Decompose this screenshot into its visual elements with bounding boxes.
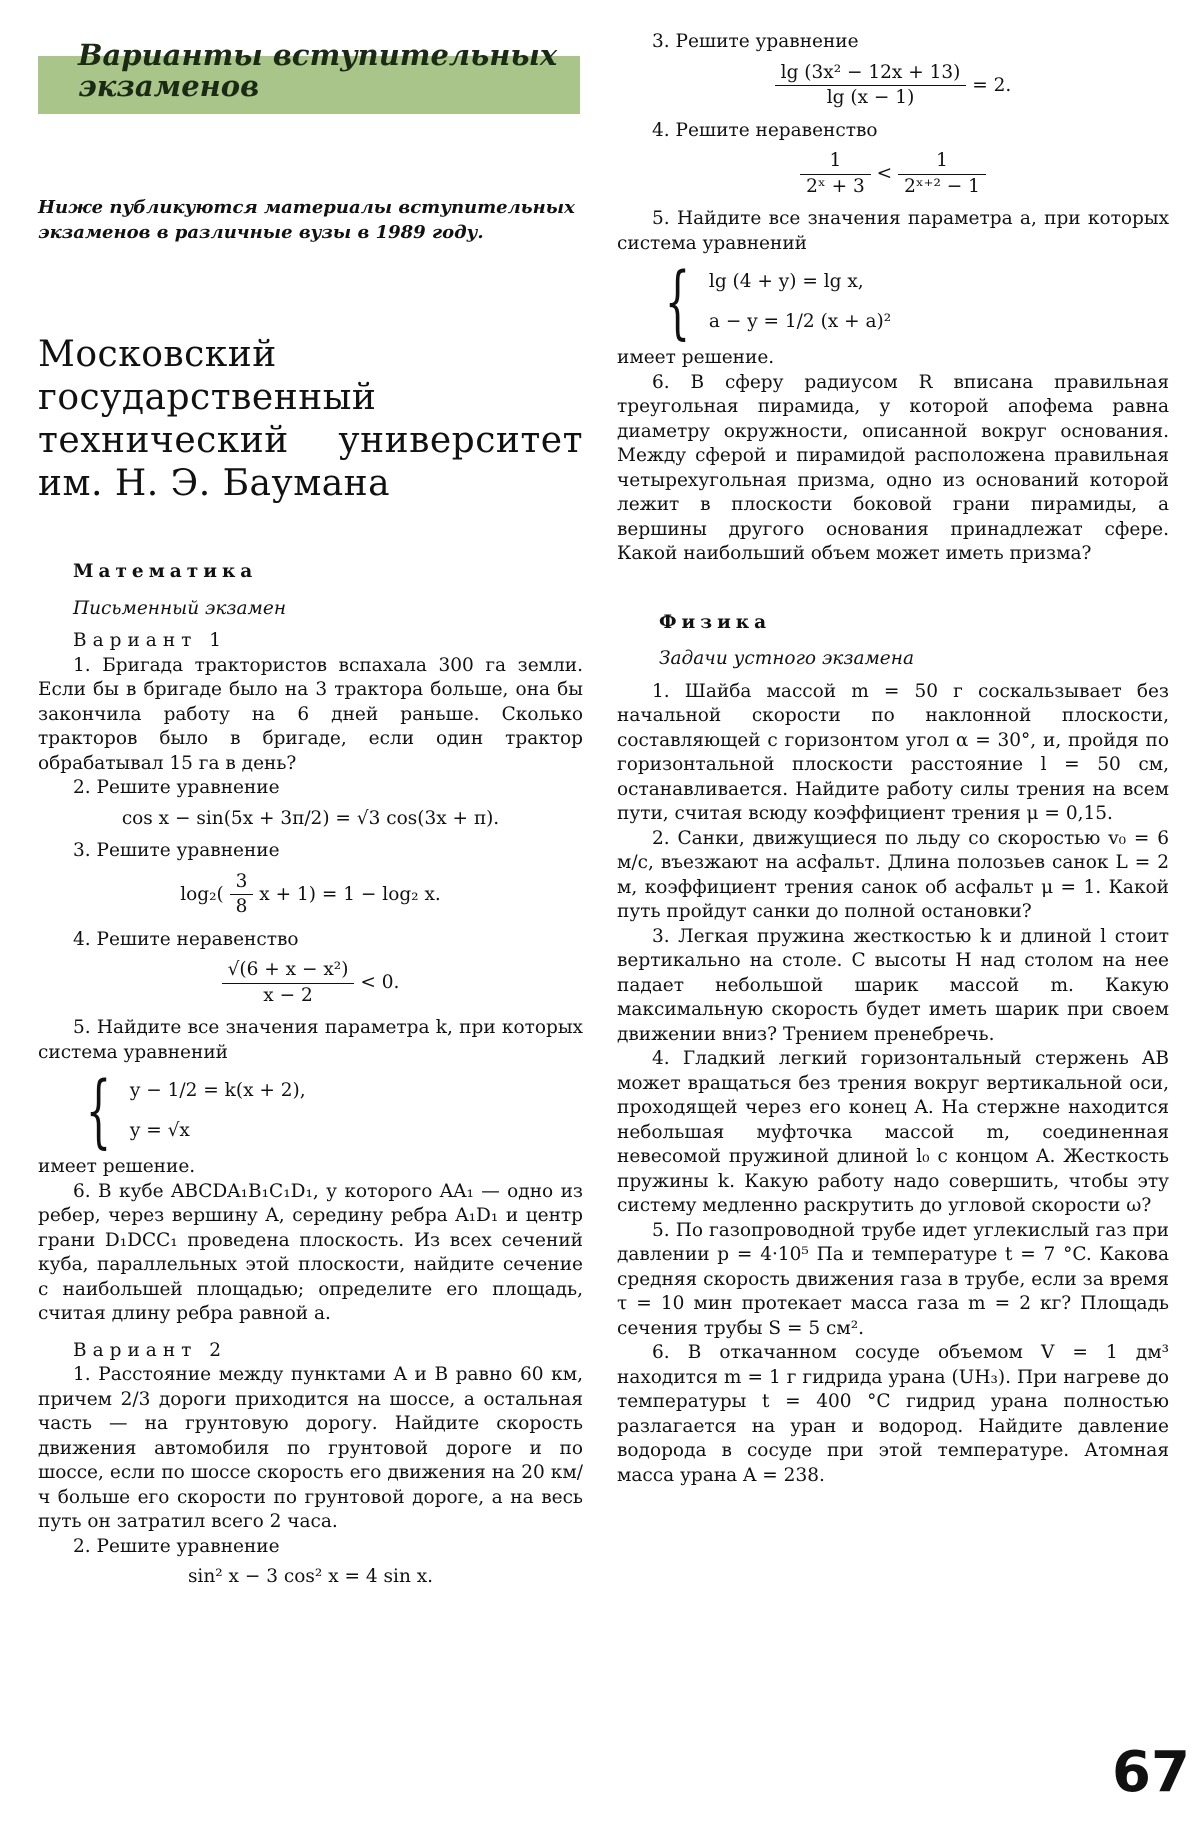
- problem: 3. Решите уравнение: [73, 840, 280, 861]
- numerator: 3: [230, 870, 254, 896]
- system-line: y − 1/2 = k(x + 2),: [129, 1080, 306, 1101]
- denominator: 2ˣ + 3: [806, 175, 865, 197]
- variant-title: Вариант 2: [73, 1339, 228, 1361]
- numerator: √(6 + x − x²): [222, 958, 355, 984]
- equation-system: [652, 255, 1169, 348]
- problem: 1. Шайба массой m = 50 г соскальзывает без начальной скорости по наклонной плоскости, составляющей с горизонтом угол α = 30°, и, пройдя по горизонтальной плоскости расстояние l = 50 см, останавливается. Найдите работу силы трения на всем пути, считая всюду коэффициент трения μ = 0,15.: [617, 680, 1169, 824]
- intro-text: Ниже публикуются материалы вступительных экзаменов в различные вузы в 1989 году.: [38, 197, 575, 243]
- problem: 3. Решите уравнение: [652, 31, 859, 52]
- problem: 2. Санки, движущиеся по льду со скоростью v₀ = 6 м/с, въезжают на асфальт. Длина полозьев санок L = 2 м, коэффициент трения санок об асфальт μ = 1. Какой путь пройдут санки до полной остановки?: [617, 827, 1169, 922]
- equation-part: = 2.: [972, 74, 1012, 96]
- problem: 6. В кубе ABCDA₁B₁C₁D₁, у которого AA₁ — одно из ребер, через вершину A, середину ребра A₁D₁ и центр грани D₁DCC₁ проведена плоскость. Из всех сечений куба, параллельных этой плоскости, найдите сечение с наибольшей площадью; определите его площадь, считая длину ребра равной a.: [38, 1180, 583, 1324]
- problem: 5. По газопроводной трубе идет углекислый газ при давлении p = 4·10⁵ Па и температуре t = 7 °C. Какова средняя скорость движения газа в трубе, если за время τ = 10 мин протекает масса газа m = 2 кг? Площадь сечения трубы S = 5 см².: [617, 1219, 1169, 1339]
- variant-title: Вариант 1: [73, 630, 228, 651]
- system-line: y = √x: [129, 1120, 190, 1141]
- equation: [617, 149, 1169, 199]
- university-line: Московский: [38, 334, 277, 375]
- numerator: 1: [800, 149, 871, 175]
- problem: 5. Найдите все значения параметра a, при которых система уравнений: [617, 208, 1169, 254]
- problem: 2. Решите уравнение: [73, 1535, 280, 1557]
- university-line: государственный: [38, 377, 377, 418]
- problem: 1. Расстояние между пунктами A и B равно 60 км, причем 2/3 дороги приходится на шоссе, а остальная часть — на грунтовую дорогу. Найдите скорость движения автомобиля по грунтовой дороге и по шоссе, если по шоссе скорость его движения на 20 км/ч больше его скорости по грунтовой дороге, а на весь путь он затратил всего 2 часа.: [38, 1364, 583, 1532]
- university-line: технический: [38, 420, 289, 461]
- problem: 4. Гладкий легкий горизонтальный стержень AB может вращаться без трения вокруг вертикальной оси, проходящей через его конец A. На стержне находится небольшая муфточка массой m, соединенная невесомой пружиной длиной l₀ с концом A. Жесткость пружины k. Какую работу надо совершить, чтобы эту систему медленно раскрутить до угловой скорости ω?: [617, 1048, 1169, 1216]
- math-heading: Математика: [73, 561, 258, 582]
- equation: [617, 61, 1169, 111]
- university-line: им. Н. Э. Баумана: [38, 463, 391, 504]
- exam-type: Задачи устного экзамена: [659, 648, 914, 669]
- page-number: 67: [1112, 1740, 1190, 1805]
- problem: 6. В сферу радиусом R вписана правильная треугольная пирамида, у которой апофема равна диаметру окружности, описанной вокруг основания. Между сферой и пирамидой расположена правильная четырехугольная призма, одно из оснований которой лежит в плоскости боковой грани пирамиды, а вершины другого основания принадлежат сфере. Какой наибольший объем может иметь призма?: [617, 371, 1169, 564]
- numerator: lg (3x² − 12x + 13): [775, 61, 967, 87]
- system-line: lg (4 + y) = lg x,: [708, 271, 864, 292]
- numerator: 1: [898, 149, 986, 175]
- equation: cos x − sin(5x + 3π/2) = √3 cos(3x + π).: [121, 807, 500, 829]
- problem: 3. Легкая пружина жесткостью k и длиной l стоит вертикально на столе. С высоты H над столом на нее падает небольшой шарик массой m. Какую максимальную скорость будет иметь шарик при своем движении вниз? Трением пренебречь.: [617, 925, 1169, 1045]
- university-line: университет: [338, 420, 583, 461]
- equation-part: x + 1) = 1 − log₂ x.: [259, 883, 441, 905]
- equation: [38, 958, 583, 1008]
- brace-icon: {: [664, 255, 691, 348]
- problem: 4. Решите неравенство: [652, 119, 878, 141]
- right-column: [617, 30, 1169, 1488]
- equation-part: < 0.: [360, 972, 400, 993]
- physics-heading: Физика: [659, 611, 772, 633]
- problem: 2. Решите уравнение: [73, 777, 280, 798]
- fraction: [222, 958, 355, 1008]
- equation-part: log₂(: [180, 883, 224, 905]
- system-line: a − y = 1/2 (x + a)²: [708, 311, 892, 332]
- problem: 5. Найдите все значения параметра k, при которых система уравнений: [38, 1017, 583, 1063]
- denominator: lg (x − 1): [826, 87, 915, 108]
- brace-icon: {: [85, 1064, 112, 1157]
- denominator: 8: [235, 896, 248, 917]
- equation: [38, 870, 583, 920]
- problem-end: имеет решение.: [617, 347, 775, 368]
- denominator: 2ˣ⁺² − 1: [904, 175, 980, 197]
- fraction: [800, 149, 871, 199]
- university-title: [38, 333, 583, 505]
- equation-part: <: [876, 163, 893, 184]
- equation-system: [73, 1064, 583, 1157]
- left-column: [38, 560, 583, 1598]
- equation: sin² x − 3 cos² x = 4 sin x.: [187, 1566, 434, 1587]
- rubric-title: Варианты вступительных экзаменов: [78, 38, 558, 103]
- problem-end: имеет решение.: [38, 1156, 196, 1177]
- exam-type: Письменный экзамен: [73, 597, 287, 619]
- problem: 4. Решите неравенство: [73, 928, 299, 950]
- denominator: x − 2: [263, 984, 313, 1006]
- fraction: [775, 61, 967, 111]
- problem: 6. В откачанном сосуде объемом V = 1 дм³ находится m = 1 г гидрида урана (UH₃). При нагреве до температуры t = 400 °C гидрид урана полностью разлагается на уран и водород. Найдите давление водорода в сосуде при этой температуре. Атомная масса урана A = 238.: [617, 1342, 1169, 1486]
- fraction: [898, 149, 986, 199]
- fraction: [230, 870, 254, 920]
- problem: 1. Бригада трактористов вспахала 300 га земли. Если бы в бригаде было на 3 трактора больше, она бы закончила работу на 6 дней раньше. Сколько тракторов было в бригаде, если один трактор обрабатывал 15 га в день?: [38, 654, 583, 774]
